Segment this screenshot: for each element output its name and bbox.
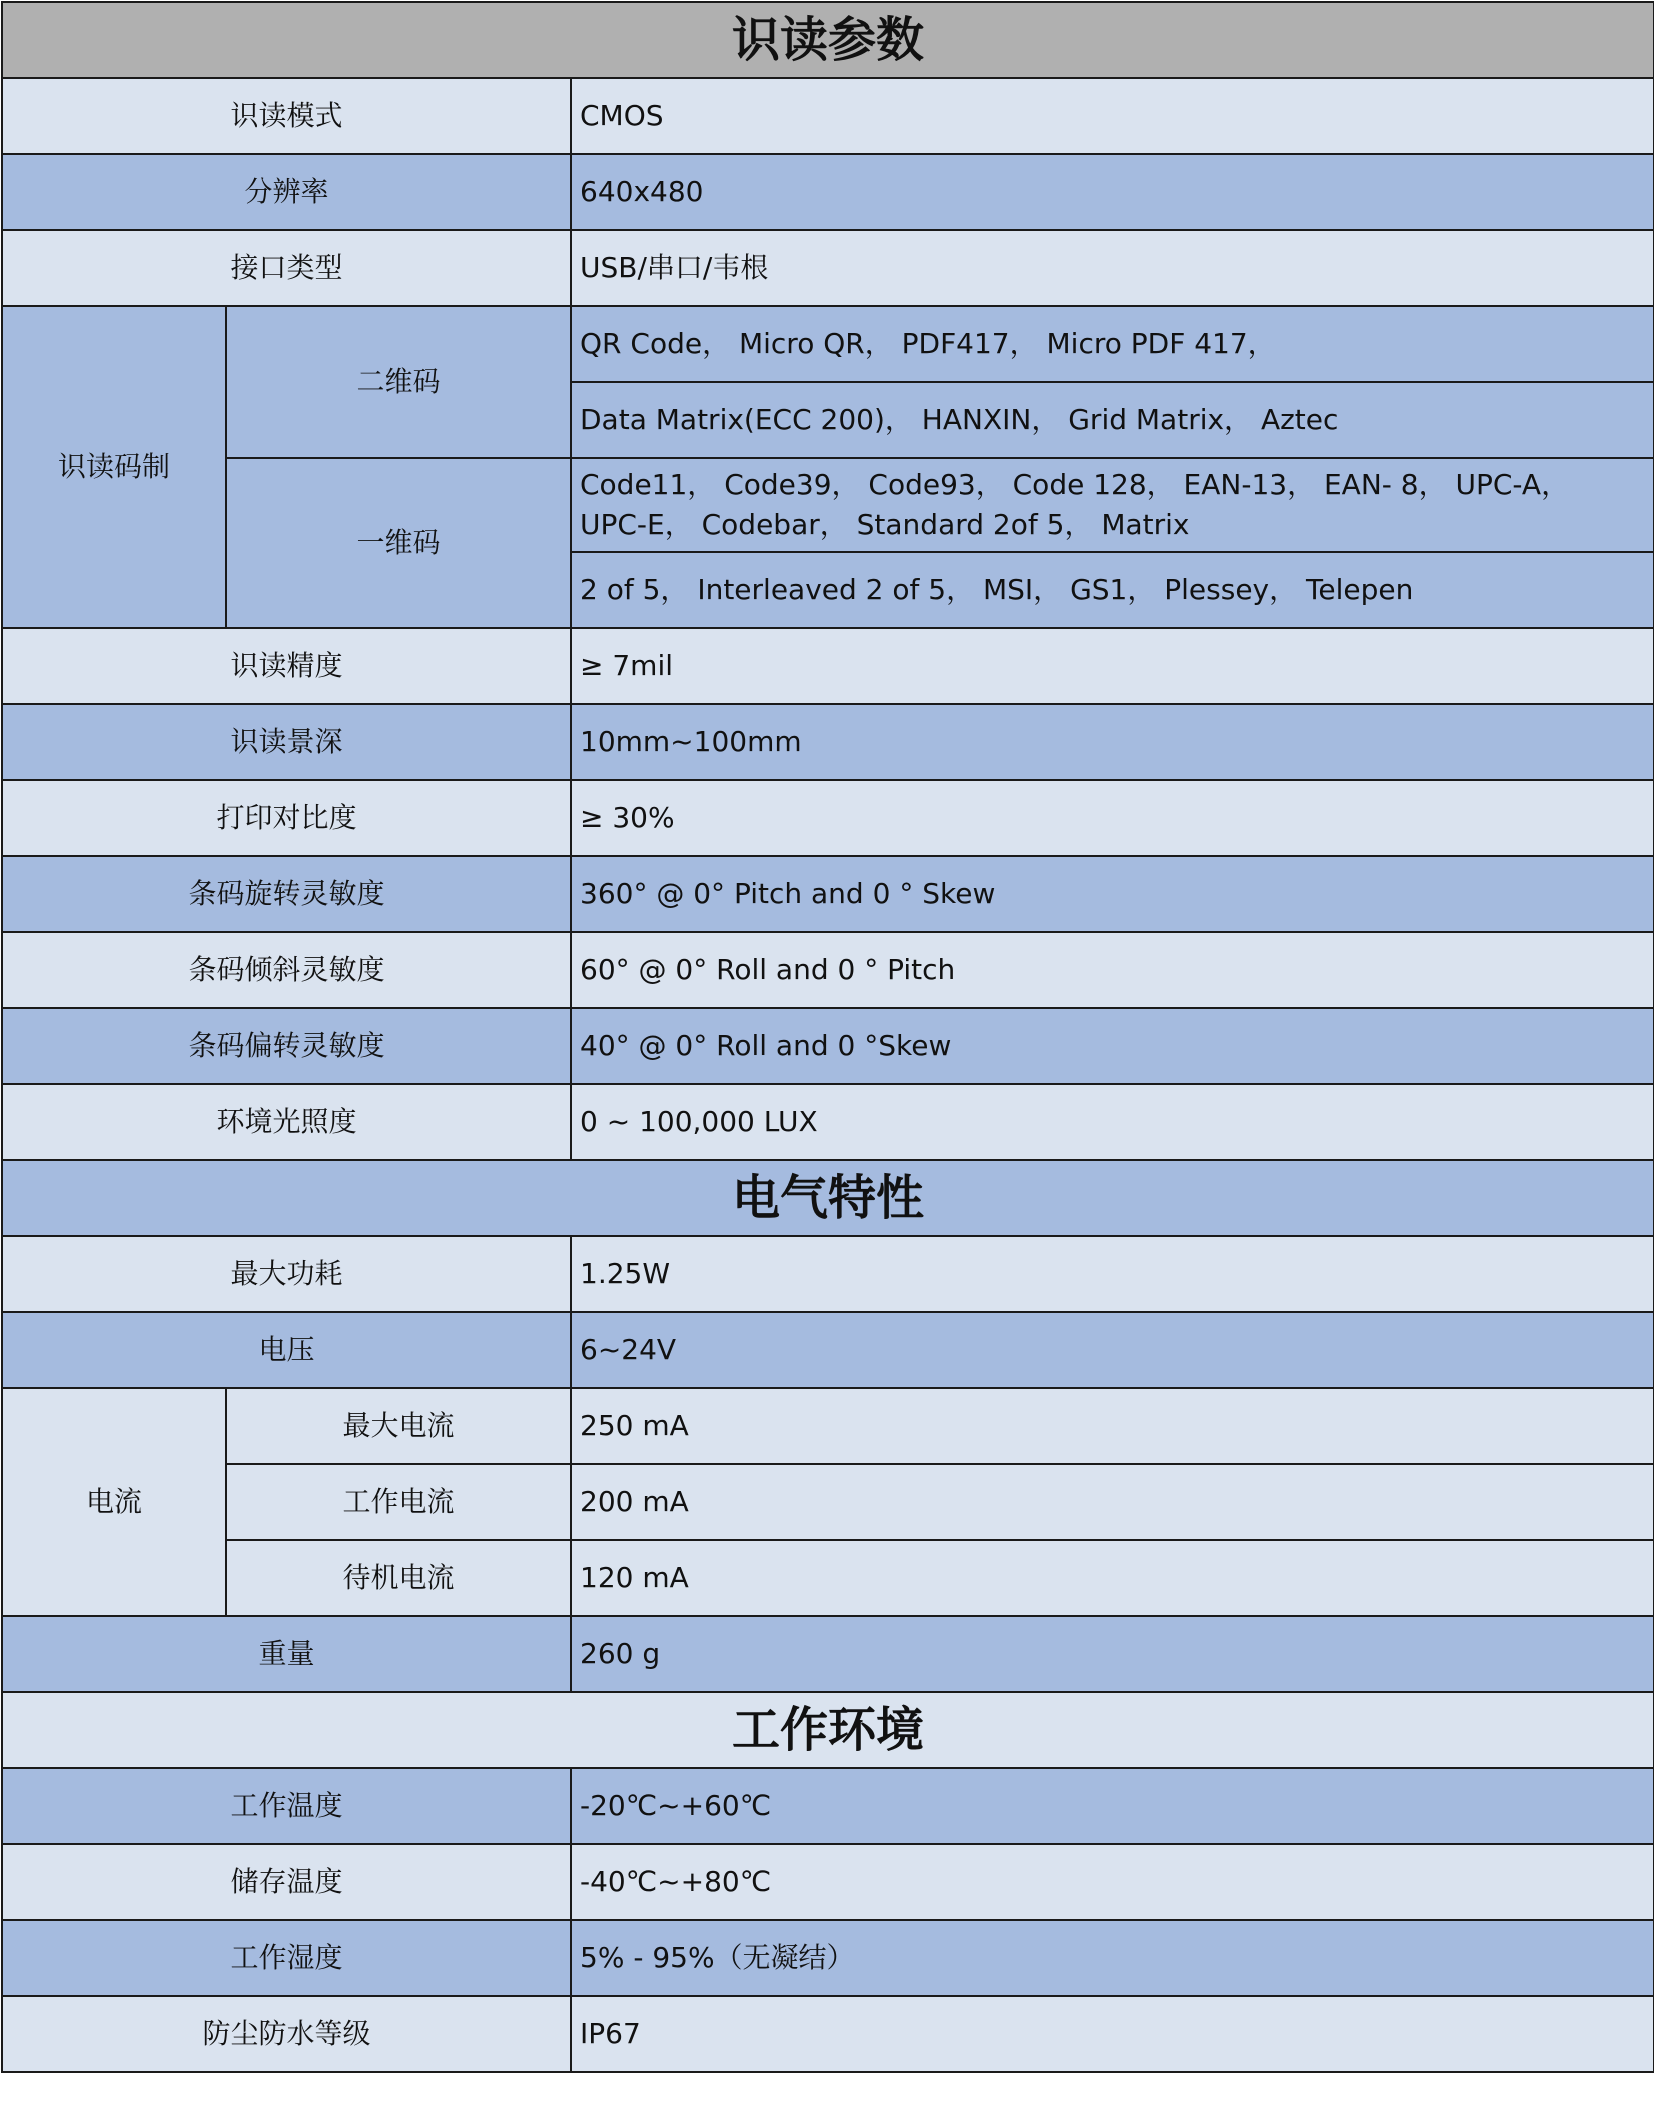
row-value: 5% - 95%（无凝结） <box>571 1920 1654 1996</box>
row-label: 条码偏转灵敏度 <box>2 1008 571 1084</box>
table-row <box>2 1312 1654 1388</box>
table-row <box>2 1996 1654 2072</box>
table-row <box>2 230 1654 306</box>
row-label: 条码旋转灵敏度 <box>2 856 571 932</box>
table-row <box>2 704 1654 780</box>
two-d-code-label: 二维码 <box>226 306 571 458</box>
row-label: 识读模式 <box>2 78 571 154</box>
row-label: 工作温度 <box>2 1768 571 1844</box>
table-row <box>2 78 1654 154</box>
table-row <box>2 1008 1654 1084</box>
row-label: 重量 <box>2 1616 571 1692</box>
row-value: 6~24V <box>571 1312 1654 1388</box>
row-value: ≥ 30% <box>571 780 1654 856</box>
row-label: 识读景深 <box>2 704 571 780</box>
section-title-electrical: 电气特性 <box>2 1160 1654 1236</box>
table-row <box>2 780 1654 856</box>
section-header-row <box>2 1692 1654 1768</box>
current-label: 电流 <box>2 1388 226 1616</box>
section-header-row <box>2 1160 1654 1236</box>
row-value: -40℃~+80℃ <box>571 1844 1654 1920</box>
row-value: CMOS <box>571 78 1654 154</box>
one-d-code-line: Code11， Code39， Code93， Code 128， EAN-13， EAN- 8， UPC-A， <box>580 468 1570 501</box>
table-row <box>2 154 1654 230</box>
two-d-code-line: QR Code， Micro QR， PDF417， Micro PDF 417， <box>571 306 1654 382</box>
section-header-row <box>2 2 1654 78</box>
one-d-code-line: 2 of 5， Interleaved 2 of 5， MSI， GS1， Plessey， Telepen <box>571 552 1654 628</box>
row-label: 识读精度 <box>2 628 571 704</box>
table-row <box>2 628 1654 704</box>
table-row <box>2 1084 1654 1160</box>
row-value: USB/串口/韦根 <box>571 230 1654 306</box>
section-title-reading-params: 识读参数 <box>2 2 1654 78</box>
table-row <box>2 1844 1654 1920</box>
row-label: 接口类型 <box>2 230 571 306</box>
row-label: 环境光照度 <box>2 1084 571 1160</box>
row-value: 120 mA <box>571 1540 1654 1616</box>
row-label: 防尘防水等级 <box>2 1996 571 2072</box>
table-row <box>2 1616 1654 1692</box>
row-value: 40° @ 0° Roll and 0 °Skew <box>571 1008 1654 1084</box>
table-row <box>2 1540 1654 1616</box>
row-label: 待机电流 <box>226 1540 571 1616</box>
row-label: 最大功耗 <box>2 1236 571 1312</box>
spec-table <box>1 1 1654 2073</box>
row-label: 储存温度 <box>2 1844 571 1920</box>
row-label: 最大电流 <box>226 1388 571 1464</box>
one-d-code-label: 一维码 <box>226 458 571 628</box>
section-title-environment: 工作环境 <box>2 1692 1654 1768</box>
row-value: ≥ 7mil <box>571 628 1654 704</box>
row-value: 1.25W <box>571 1236 1654 1312</box>
row-value: IP67 <box>571 1996 1654 2072</box>
table-row <box>2 1464 1654 1540</box>
table-row <box>2 1768 1654 1844</box>
table-row <box>2 856 1654 932</box>
row-value: 360° @ 0° Pitch and 0 ° Skew <box>571 856 1654 932</box>
row-value: 200 mA <box>571 1464 1654 1540</box>
row-value: 260 g <box>571 1616 1654 1692</box>
table-row <box>2 1920 1654 1996</box>
two-d-code-line: Data Matrix(ECC 200)， HANXIN， Grid Matrix， Aztec <box>571 382 1654 458</box>
row-value: 250 mA <box>571 1388 1654 1464</box>
table-row <box>2 306 1654 382</box>
symbology-label: 识读码制 <box>2 306 226 628</box>
row-label: 打印对比度 <box>2 780 571 856</box>
one-d-code-line: UPC-E， Codebar， Standard 2of 5， Matrix <box>580 508 1190 541</box>
row-value: 0 ~ 100,000 LUX <box>571 1084 1654 1160</box>
row-label: 工作湿度 <box>2 1920 571 1996</box>
row-label: 电压 <box>2 1312 571 1388</box>
row-value: 10mm~100mm <box>571 704 1654 780</box>
row-value: -20℃~+60℃ <box>571 1768 1654 1844</box>
row-label: 工作电流 <box>226 1464 571 1540</box>
row-label: 分辨率 <box>2 154 571 230</box>
table-row <box>2 1236 1654 1312</box>
table-row <box>2 932 1654 1008</box>
table-row <box>2 458 1654 552</box>
row-value: 640x480 <box>571 154 1654 230</box>
row-label: 条码倾斜灵敏度 <box>2 932 571 1008</box>
row-value: 60° @ 0° Roll and 0 ° Pitch <box>571 932 1654 1008</box>
one-d-code-cell <box>571 458 1654 552</box>
table-row <box>2 1388 1654 1464</box>
